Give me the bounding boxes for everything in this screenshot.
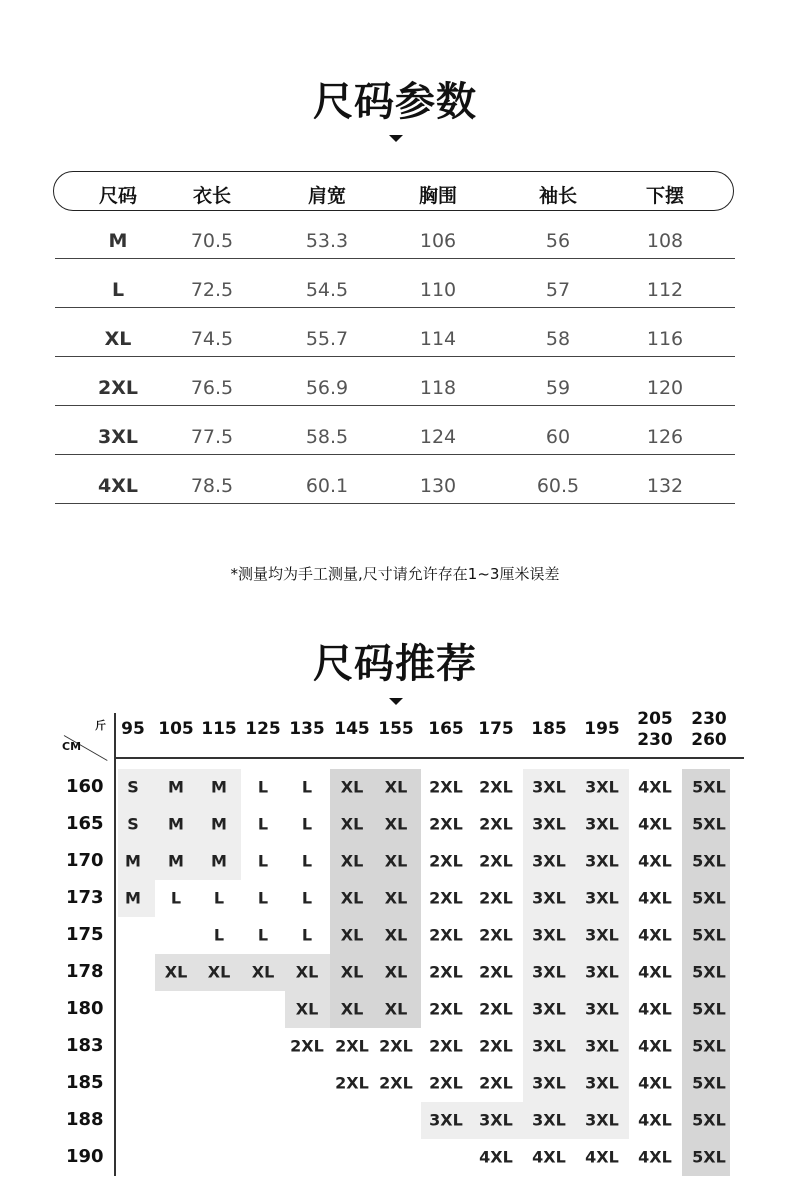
weight-header-value: 230 bbox=[691, 709, 727, 729]
size-cell: 2XL bbox=[479, 777, 513, 797]
size-cell: 3XL bbox=[532, 1073, 566, 1093]
size-cell: L bbox=[213, 925, 225, 945]
weight-header bbox=[201, 719, 237, 739]
size-cell: 2XL bbox=[479, 888, 513, 908]
size-cell: S bbox=[127, 814, 139, 834]
param-header-cell: 肩宽 bbox=[307, 185, 347, 207]
size-params-header bbox=[53, 171, 734, 211]
grid-vertical-divider bbox=[114, 713, 116, 1176]
size-cell: S bbox=[127, 777, 139, 797]
size-cell: XL bbox=[384, 814, 408, 834]
size-cell: 3XL bbox=[585, 851, 619, 871]
size-cell: 2XL bbox=[379, 1036, 413, 1056]
height-row-label: 180 bbox=[66, 998, 104, 1019]
size-cell: XL bbox=[340, 851, 364, 871]
size-cell: 4XL bbox=[638, 962, 672, 982]
size-cell: XL bbox=[384, 851, 408, 871]
size-cell: L bbox=[301, 925, 313, 945]
size-cell: M bbox=[125, 851, 141, 871]
height-row-label: 173 bbox=[66, 887, 104, 908]
grid-horizontal-divider bbox=[114, 757, 744, 759]
param-value-cell: 116 bbox=[646, 328, 684, 350]
weight-header bbox=[121, 719, 145, 739]
size-cell: XL bbox=[340, 999, 364, 1019]
size-cell: 2XL bbox=[290, 1036, 324, 1056]
param-size-cell: M bbox=[108, 230, 128, 252]
size-cell: M bbox=[211, 851, 227, 871]
size-cell: XL bbox=[384, 925, 408, 945]
param-value-cell: 112 bbox=[646, 279, 684, 301]
height-row-label: 185 bbox=[66, 1072, 104, 1093]
size-cell: XL bbox=[340, 888, 364, 908]
param-value-cell: 60.5 bbox=[536, 475, 580, 497]
param-value-cell: 53.3 bbox=[305, 230, 349, 252]
size-cell: 5XL bbox=[692, 777, 726, 797]
size-cell: 4XL bbox=[638, 777, 672, 797]
size-cell: XL bbox=[384, 777, 408, 797]
size-cell: 2XL bbox=[429, 888, 463, 908]
param-value-cell: 118 bbox=[419, 377, 457, 399]
weight-header-value: 155 bbox=[378, 719, 414, 739]
size-cell: 4XL bbox=[479, 1147, 513, 1167]
weight-header-value: 105 bbox=[158, 719, 194, 739]
height-row-label: 175 bbox=[66, 924, 104, 945]
size-cell: 3XL bbox=[532, 814, 566, 834]
param-value-cell: 114 bbox=[419, 328, 457, 350]
param-value-cell: 55.7 bbox=[305, 328, 349, 350]
weight-header bbox=[478, 719, 514, 739]
size-cell: 5XL bbox=[692, 814, 726, 834]
size-cell: 5XL bbox=[692, 1036, 726, 1056]
size-cell: 3XL bbox=[532, 1036, 566, 1056]
size-cell: M bbox=[168, 814, 184, 834]
weight-header bbox=[691, 709, 727, 751]
param-value-cell: 70.5 bbox=[190, 230, 234, 252]
size-cell: L bbox=[257, 925, 269, 945]
size-cell: 4XL bbox=[638, 999, 672, 1019]
size-cell: 2XL bbox=[379, 1073, 413, 1093]
weight-header-value: 205 bbox=[637, 709, 673, 729]
size-cell: M bbox=[168, 851, 184, 871]
param-header-cell: 胸围 bbox=[418, 185, 458, 207]
size-cell: 5XL bbox=[692, 1110, 726, 1130]
size-cell: 2XL bbox=[429, 962, 463, 982]
size-cell: L bbox=[301, 851, 313, 871]
weight-header-value: 95 bbox=[121, 719, 145, 739]
row-divider bbox=[55, 454, 735, 455]
param-value-cell: 130 bbox=[419, 475, 457, 497]
param-size-cell: 3XL bbox=[98, 426, 138, 448]
param-value-cell: 126 bbox=[646, 426, 684, 448]
param-value-cell: 56 bbox=[545, 230, 571, 252]
row-divider bbox=[55, 258, 735, 259]
size-cell: 4XL bbox=[638, 851, 672, 871]
height-row-label: 160 bbox=[66, 776, 104, 797]
size-cell: 4XL bbox=[638, 814, 672, 834]
size-cell: 2XL bbox=[429, 1036, 463, 1056]
param-header-cell: 衣长 bbox=[192, 185, 232, 207]
size-cell: 3XL bbox=[532, 999, 566, 1019]
param-value-cell: 54.5 bbox=[305, 279, 349, 301]
param-value-cell: 59 bbox=[545, 377, 571, 399]
size-cell: M bbox=[168, 777, 184, 797]
size-cell: 2XL bbox=[335, 1073, 369, 1093]
size-cell: XL bbox=[340, 814, 364, 834]
weight-header-value: 125 bbox=[245, 719, 281, 739]
size-cell: 3XL bbox=[532, 777, 566, 797]
weight-header-value: 175 bbox=[478, 719, 514, 739]
size-cell: L bbox=[257, 851, 269, 871]
size-cell: 2XL bbox=[479, 1036, 513, 1056]
size-cell: L bbox=[257, 888, 269, 908]
size-cell: 5XL bbox=[692, 925, 726, 945]
size-cell: XL bbox=[384, 888, 408, 908]
size-cell: 3XL bbox=[479, 1110, 513, 1130]
size-cell: M bbox=[211, 814, 227, 834]
param-value-cell: 76.5 bbox=[190, 377, 234, 399]
size-cell: 2XL bbox=[479, 814, 513, 834]
size-cell: 3XL bbox=[585, 962, 619, 982]
param-value-cell: 58.5 bbox=[305, 426, 349, 448]
height-row-label: 188 bbox=[66, 1109, 104, 1130]
caret-down-icon bbox=[389, 135, 403, 142]
weight-header-value: 165 bbox=[428, 719, 464, 739]
size-cell: 4XL bbox=[532, 1147, 566, 1167]
size-cell: 2XL bbox=[335, 1036, 369, 1056]
weight-header-value: 230 bbox=[637, 730, 673, 750]
size-cell: XL bbox=[251, 962, 275, 982]
weight-header bbox=[245, 719, 281, 739]
weight-header bbox=[378, 719, 414, 739]
height-row-label: 183 bbox=[66, 1035, 104, 1056]
param-value-cell: 124 bbox=[419, 426, 457, 448]
param-size-cell: 2XL bbox=[98, 377, 138, 399]
param-value-cell: 106 bbox=[419, 230, 457, 252]
param-value-cell: 56.9 bbox=[305, 377, 349, 399]
param-value-cell: 72.5 bbox=[190, 279, 234, 301]
size-cell: L bbox=[170, 888, 182, 908]
size-cell: 2XL bbox=[479, 851, 513, 871]
size-cell: 3XL bbox=[532, 851, 566, 871]
height-row-label: 170 bbox=[66, 850, 104, 871]
row-divider bbox=[55, 503, 735, 504]
caret-down-icon bbox=[389, 698, 403, 705]
param-value-cell: 110 bbox=[419, 279, 457, 301]
size-cell: XL bbox=[384, 999, 408, 1019]
weight-header bbox=[334, 719, 370, 739]
size-cell: 3XL bbox=[585, 814, 619, 834]
param-size-cell: 4XL bbox=[98, 475, 138, 497]
size-cell: 4XL bbox=[638, 888, 672, 908]
size-cell: 3XL bbox=[585, 1036, 619, 1056]
size-cell: 4XL bbox=[638, 1110, 672, 1130]
param-value-cell: 60 bbox=[545, 426, 571, 448]
weight-header bbox=[637, 709, 673, 751]
size-cell: XL bbox=[295, 999, 319, 1019]
weight-header-value: 185 bbox=[531, 719, 567, 739]
size-cell: 2XL bbox=[479, 999, 513, 1019]
size-cell: 3XL bbox=[585, 925, 619, 945]
size-cell: XL bbox=[384, 962, 408, 982]
size-cell: XL bbox=[340, 962, 364, 982]
size-cell: 2XL bbox=[479, 962, 513, 982]
size-cell: 2XL bbox=[479, 1073, 513, 1093]
weight-header-value: 195 bbox=[584, 719, 620, 739]
weight-header-value: 145 bbox=[334, 719, 370, 739]
size-cell: 5XL bbox=[692, 888, 726, 908]
size-cell: 5XL bbox=[692, 1073, 726, 1093]
size-cell: 5XL bbox=[692, 962, 726, 982]
size-cell: 4XL bbox=[638, 1073, 672, 1093]
size-cell: XL bbox=[164, 962, 188, 982]
size-recommend-title: 尺码推荐 bbox=[313, 641, 477, 687]
weight-header-value: 260 bbox=[691, 730, 727, 750]
size-cell: L bbox=[257, 777, 269, 797]
row-divider bbox=[55, 405, 735, 406]
size-cell: 3XL bbox=[585, 1073, 619, 1093]
size-cell: 3XL bbox=[532, 925, 566, 945]
param-value-cell: 58 bbox=[545, 328, 571, 350]
row-divider bbox=[55, 356, 735, 357]
size-cell: 2XL bbox=[429, 814, 463, 834]
size-cell: M bbox=[125, 888, 141, 908]
param-value-cell: 132 bbox=[646, 475, 684, 497]
param-header-cell: 尺码 bbox=[98, 185, 138, 207]
grid-corner-header bbox=[62, 716, 110, 756]
param-value-cell: 74.5 bbox=[190, 328, 234, 350]
size-cell: L bbox=[213, 888, 225, 908]
size-params-title: 尺码参数 bbox=[313, 79, 477, 125]
size-cell: 3XL bbox=[585, 888, 619, 908]
size-cell: L bbox=[301, 888, 313, 908]
size-cell: 3XL bbox=[585, 999, 619, 1019]
weight-header bbox=[531, 719, 567, 739]
height-row-label: 178 bbox=[66, 961, 104, 982]
size-cell: 2XL bbox=[429, 999, 463, 1019]
param-value-cell: 77.5 bbox=[190, 426, 234, 448]
param-size-cell: XL bbox=[104, 328, 132, 350]
size-cell: XL bbox=[340, 777, 364, 797]
size-cell: 2XL bbox=[429, 851, 463, 871]
size-cell: 3XL bbox=[585, 1110, 619, 1130]
row-divider bbox=[55, 307, 735, 308]
size-cell: 3XL bbox=[429, 1110, 463, 1130]
size-cell: 3XL bbox=[532, 1110, 566, 1130]
weight-unit-label: 斤 bbox=[95, 719, 106, 732]
param-header-cell: 袖长 bbox=[538, 185, 578, 207]
param-value-cell: 57 bbox=[545, 279, 571, 301]
size-cell: L bbox=[301, 814, 313, 834]
size-cell: 2XL bbox=[429, 1073, 463, 1093]
height-row-label: 190 bbox=[66, 1146, 104, 1167]
size-cell: 2XL bbox=[429, 925, 463, 945]
measurement-note: *测量均为手工测量,尺寸请允许存在1~3厘米误差 bbox=[230, 565, 560, 583]
size-cell: 3XL bbox=[532, 888, 566, 908]
weight-header bbox=[584, 719, 620, 739]
param-value-cell: 78.5 bbox=[190, 475, 234, 497]
weight-header-value: 135 bbox=[289, 719, 325, 739]
size-cell: XL bbox=[340, 925, 364, 945]
param-value-cell: 60.1 bbox=[305, 475, 349, 497]
height-unit-label: CM bbox=[62, 740, 82, 753]
weight-header bbox=[158, 719, 194, 739]
size-cell: 4XL bbox=[638, 1147, 672, 1167]
param-size-cell: L bbox=[111, 279, 125, 301]
size-cell: 2XL bbox=[429, 777, 463, 797]
size-cell: 4XL bbox=[638, 1036, 672, 1056]
size-cell: L bbox=[257, 814, 269, 834]
size-cell: M bbox=[211, 777, 227, 797]
size-cell: XL bbox=[295, 962, 319, 982]
size-cell: 2XL bbox=[479, 925, 513, 945]
size-cell: L bbox=[301, 777, 313, 797]
param-header-cell: 下摆 bbox=[645, 185, 685, 207]
param-value-cell: 108 bbox=[646, 230, 684, 252]
size-cell: 3XL bbox=[585, 777, 619, 797]
size-cell: 5XL bbox=[692, 1147, 726, 1167]
size-cell: 3XL bbox=[532, 962, 566, 982]
size-cell: 4XL bbox=[638, 925, 672, 945]
weight-header bbox=[428, 719, 464, 739]
size-cell: 4XL bbox=[585, 1147, 619, 1167]
weight-header bbox=[289, 719, 325, 739]
height-row-label: 165 bbox=[66, 813, 104, 834]
size-cell: 5XL bbox=[692, 851, 726, 871]
param-value-cell: 120 bbox=[646, 377, 684, 399]
weight-header-value: 115 bbox=[201, 719, 237, 739]
size-cell: 5XL bbox=[692, 999, 726, 1019]
size-cell: XL bbox=[207, 962, 231, 982]
